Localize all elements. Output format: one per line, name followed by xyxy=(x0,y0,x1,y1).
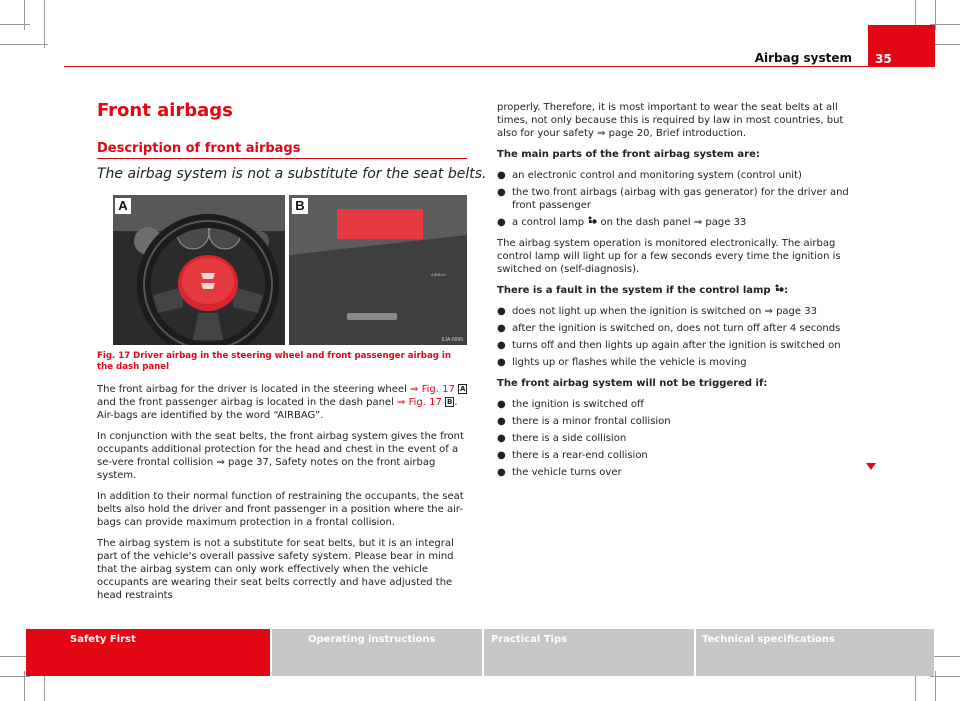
right-body xyxy=(497,101,852,483)
list-item: ● a control lamp on the dash panel ⇒ page 33 xyxy=(497,217,747,228)
list-heading: The main parts of the front airbag system are: xyxy=(497,149,760,160)
crop-mark xyxy=(24,0,25,30)
tab-safety-first[interactable]: Safety First xyxy=(26,629,270,676)
paragraph: The airbag system operation is monitored electronically. The airbag control lamp will light up for a few seconds every time the ignition is switched on (self-diagnosis). xyxy=(497,238,841,275)
list-heading: There is a fault in the system if the control lamp : xyxy=(497,285,789,296)
list-item: ● there is a side collision xyxy=(497,433,627,444)
paragraph: The airbag system is not a substitute for seat belts, but it is an integral part of the vehicle's overall passive safety system. Please bear in mind that the airbag system can only work effectively when the vehicle occupants are wearing their seat belts correctly and have adjusted the head restraints xyxy=(97,538,454,601)
list-item: ● the vehicle turns over xyxy=(497,467,622,478)
list-item: ● turns off and then lights up again after the ignition is switched on xyxy=(497,340,841,351)
list-item: ● there is a minor frontal collision xyxy=(497,416,671,427)
crop-mark xyxy=(0,24,30,25)
subsection-rule xyxy=(97,158,467,159)
chapter-tabs xyxy=(26,629,934,676)
list-item: ● the ignition is switched off xyxy=(497,399,644,410)
figure-label-a: A xyxy=(118,198,128,213)
figure-panel-b xyxy=(289,195,467,345)
figure-badge: A xyxy=(460,385,466,393)
section-title: Front airbags xyxy=(97,100,233,121)
figure-panel-a xyxy=(113,195,285,345)
crop-mark xyxy=(935,0,936,30)
tab-operating-instructions[interactable]: Operating instructions xyxy=(272,629,482,676)
crop-mark xyxy=(0,676,30,677)
paragraph: The front airbag for the driver is located in the steering wheel ⇒ Fig. 17 A and the front passenger airbag is located in the dash panel ⇒ Fig. 17 B . Air-bags are identified by the word “AIRBAG”. xyxy=(97,384,466,421)
figure-code: 6JA-0095 xyxy=(441,337,463,343)
list-item: ● after the ignition is switched on, does not turn off after 4 seconds xyxy=(497,323,841,334)
continue-arrow-icon xyxy=(866,463,876,470)
figure-label-b: B xyxy=(295,198,305,213)
page-number: 35 xyxy=(875,52,892,66)
figure-link[interactable]: ⇒ Fig. 17 xyxy=(397,397,442,408)
list-heading: The front airbag system will not be triggered if: xyxy=(497,378,768,389)
crop-mark xyxy=(930,676,960,677)
lead-sentence: The airbag system is not a substitute for the seat belts. xyxy=(97,166,487,182)
paragraph: properly. Therefore, it is most important to wear the seat belts at all times, not only because this is required by law in most countries, but also for your safety ⇒ page 20, Brief introduction. xyxy=(497,102,844,139)
crop-mark xyxy=(44,0,45,48)
tab-practical-tips[interactable]: Practical Tips xyxy=(484,629,694,676)
crop-mark xyxy=(0,44,48,45)
subsection-title: Description of front airbags xyxy=(97,141,301,156)
svg-text:AIRBAG: AIRBAG xyxy=(431,272,447,277)
airbag-warning-lamp-icon xyxy=(587,216,597,226)
header-rule xyxy=(64,66,935,67)
paragraph: In conjunction with the seat belts, the front airbag system gives the front occupants additional protection for the head and chest in the event of a se-vere frontal collision ⇒ page 37, Safety notes on the front airbag system. xyxy=(97,431,464,481)
tab-technical-specifications[interactable]: Technical specifications xyxy=(696,629,934,676)
figure-caption: Fig. 17 Driver airbag in the steering wheel and front passenger airbag in the dash panel xyxy=(97,351,451,372)
running-header-title: Airbag system xyxy=(754,51,852,65)
left-body xyxy=(97,383,469,610)
airbag-figure xyxy=(113,195,467,345)
list-item: ● an electronic control and monitoring system (control unit) xyxy=(497,170,802,181)
paragraph: In addition to their normal function of restraining the occupants, the seat belts also hold the driver and front passenger in a position where the air-bags can provide maximum protection in a frontal collision. xyxy=(97,491,464,528)
list-item: ● lights up or flashes while the vehicle is moving xyxy=(497,357,747,368)
list-item: ● the two front airbags (airbag with gas generator) for the driver and front passenger xyxy=(497,187,849,211)
airbag-warning-lamp-icon xyxy=(774,284,784,294)
list-item: ● does not light up when the ignition is switched on ⇒ page 33 xyxy=(497,306,817,317)
list-item: ● there is a rear-end collision xyxy=(497,450,648,461)
figure-badge: B xyxy=(447,398,453,406)
figure-link[interactable]: ⇒ Fig. 17 xyxy=(410,384,455,395)
